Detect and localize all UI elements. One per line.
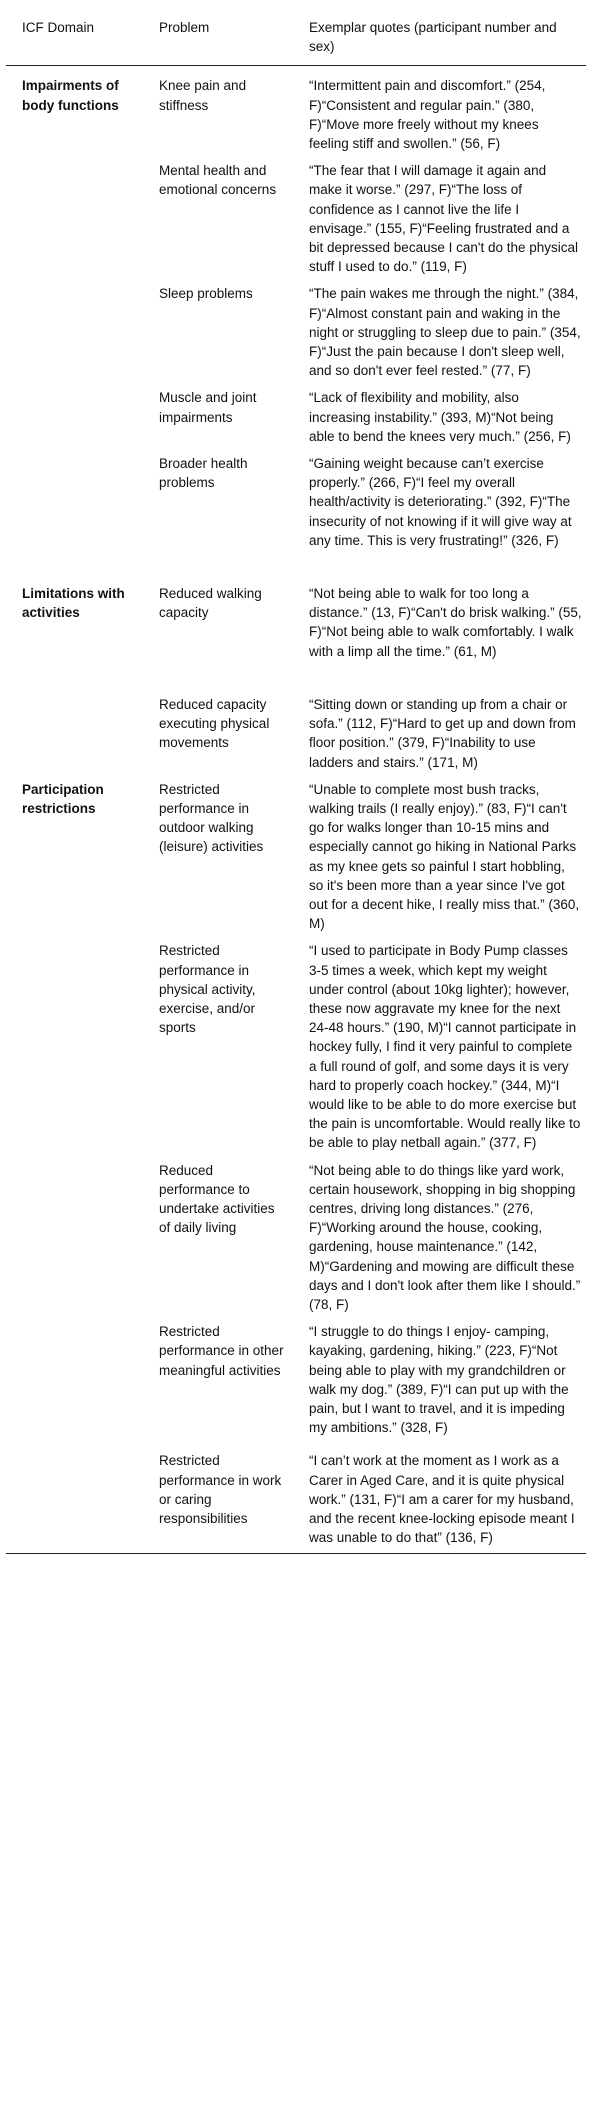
- table-row: [6, 778, 586, 940]
- header-exemplar-quotes: Exemplar quotes (participant number and sex): [295, 4, 586, 66]
- icf-domain-cell: [6, 1320, 143, 1443]
- table-row: [6, 386, 586, 452]
- table-row: [6, 1443, 586, 1554]
- problem-cell: Reduced capacity executing physical movements: [159, 696, 270, 751]
- table-row: [6, 1159, 586, 1321]
- table-row: [6, 1320, 586, 1443]
- icf-domain-cell: [6, 452, 143, 556]
- quote-cell: “The pain wakes me through the night.” (384, F)“Almost constant pain and waking in the night or struggling to sleep due to pain.” (354, F)“Just the pain because I don't sleep well, and so don't ever feel rested.” (77, F): [309, 286, 581, 379]
- icf-domain-cell: Participation restrictions: [22, 781, 104, 816]
- icf-domain-cell: [6, 159, 143, 282]
- quote-cell: “I struggle to do things I enjoy- camping, kayaking, gardening, hiking.” (223, F)“Not being able to play with my grandchildren or walk my dog.” (389, F)“I can put up with the pain, but I want to travel, and it is impeding my ambitions.” (328, F): [309, 1324, 569, 1436]
- quote-cell: “I can’t work at the moment as I work as a Carer in Aged Care, and it is quite physical work.” (131, F)“I am a carer for my husband, and the recent knee-locking episode meant I was unable to do that” (136, F): [295, 1443, 586, 1554]
- problem-cell: Muscle and joint impairments: [159, 390, 257, 425]
- problem-cell: Reduced performance to undertake activities of daily living: [159, 1162, 275, 1236]
- quote-cell: “Unable to complete most bush tracks, walking trails (I really enjoy).” (83, F)“I can't go for walks longer than 10-15 mins and especially cannot go hiking in National Parks as my knee gets so painful I start hobbling, so it's been more than a year since I've got out for a decent hike, I really miss that.” (360, M): [309, 781, 580, 932]
- problem-cell: Knee pain and stiffness: [159, 78, 247, 113]
- table-row: [6, 667, 586, 778]
- header-icf-domain: ICF Domain: [6, 4, 143, 66]
- quote-cell: “Not being able to walk for too long a distance.” (13, F)“Can't do brisk walking.” (55, F)“Not being able to walk comfortably. I walk with a limp all the time.” (61, M): [309, 586, 582, 659]
- problem-cell: Sleep problems: [159, 286, 253, 302]
- table-row: [6, 159, 586, 282]
- problem-cell: Restricted performance in work or caring responsibilities: [143, 1443, 295, 1554]
- icf-domain-cell: [6, 1159, 143, 1321]
- problem-cell: Reduced walking capacity: [159, 586, 262, 621]
- problem-cell: Restricted performance in outdoor walking (leisure) activities: [159, 781, 264, 855]
- icf-domain-cell: [6, 667, 143, 778]
- quote-cell: “The fear that I will damage it again and make it worse.” (297, F)“The loss of confidence as I cannot live the life I envisage.” (155, F)“Feeling frustrated and a bit depressed because I can't do the physical stuff I used to do.” (119, F): [309, 163, 578, 275]
- quote-cell: “Not being able to do things like yard work, certain housework, shopping in big shopping centres, driving long distances.” (276, F)“Working around the house, cooking, gardening, house maintenance.” (142, M)“Gardening and mowing are difficult these days and I don't look after them like I should.” (78, F): [309, 1162, 581, 1312]
- problem-cell: Restricted performance in physical activity, exercise, and/or sports: [159, 943, 256, 1036]
- table-row: [6, 939, 586, 1158]
- table-row: [6, 452, 586, 556]
- quote-cell: “Gaining weight because can’t exercise properly.” (266, F)“I feel my overall health/activity is deteriorating.” (392, F)“The insecurity of not knowing if it will give way at any time. This is very frustrating!” (326, F): [309, 456, 572, 548]
- quote-cell: “Lack of flexibility and mobility, also increasing instability.” (393, M)“Not being able to bend the knees very much.” (256, F): [309, 390, 571, 444]
- header-problem: Problem: [143, 4, 295, 66]
- quote-cell: “Intermittent pain and discomfort.” (254, F)“Consistent and regular pain.” (380, F)“Move more freely without my knees feeling stiff and swollen.” (56, F): [309, 78, 546, 152]
- table-body: [6, 66, 586, 1554]
- quote-cell: “Sitting down or standing up from a chair or sofa.” (112, F)“Hard to get up and down from floor position.” (379, F)“Inability to use ladders and stairs.” (171, M): [309, 696, 576, 770]
- problem-cell: Restricted performance in other meaningful activities: [159, 1324, 284, 1378]
- header-row: [6, 4, 586, 66]
- table-row: [6, 66, 586, 159]
- table-header: [6, 4, 586, 66]
- table-row: [6, 556, 586, 667]
- problem-cell: Broader health problems: [159, 456, 248, 491]
- icf-domain-cell: [6, 939, 143, 1158]
- icf-domain-cell: Limitations with activities: [22, 586, 125, 621]
- table-row: [6, 282, 586, 386]
- icf-domain-cell: [6, 1443, 143, 1554]
- icf-domain-cell: [6, 282, 143, 386]
- quote-cell: “I used to participate in Body Pump classes 3-5 times a week, which kept my weight under control (about 10kg lighter); however, these now aggravate my knee for the next 24-48 hours.” (190, M)“I cannot participate in hockey fully, I find it very painful to complete a full round of golf, and some days it is very hard to properly coach hockey.” (344, M)“I would like to be able to do more exercise but the pain is uncomfortable. Would really like to be able to play netball again.” (377, F): [309, 943, 581, 1151]
- icf-domain-cell: Impairments of body functions: [22, 78, 119, 113]
- problem-cell: Mental health and emotional concerns: [159, 163, 277, 198]
- icf-problems-table: [6, 4, 586, 1554]
- icf-domain-cell: [6, 386, 143, 452]
